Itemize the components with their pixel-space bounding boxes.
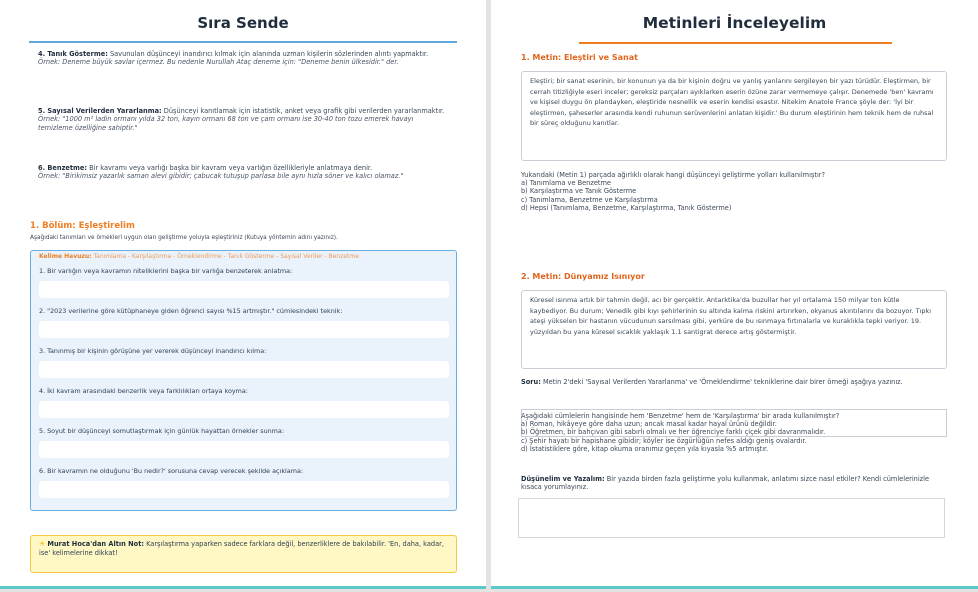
quiz2-option-c[interactable]: c) Şehir hayatı bir hapishane gibidir; köyler ise özgürlüğün nefes aldığı geniş ovalardır. [521, 436, 807, 445]
matching-question-5: 5. Soyut bir düşünceyi somutlaştırmak için günlük hayattan örnekler sunma: [39, 427, 284, 435]
quiz2 [521, 412, 951, 453]
text2-passage: Küresel ısınma artık bir tahmin değil, acı bir gerçektir. Antarktika'da buzullar her yıl ortalama 150 milyar ton kütle kaybediyor. Bu durum; Venedik gibi kıyı şehirlerinin su altında kalma riskini artırırken, okyanus akıntılarını da bozuyor. Tıpkı ateşi yükselen bir hastanın vücudunun sarsılması gibi, yerküre de bu ısınmaya fırtınalarla ve kuraklıkla tepki veriyor. 19. yüzyıldan bu yana küresel sıcaklık yaklaşık 1.1 santigrat derece artış göstermiştir. [521, 290, 947, 369]
quiz1 [521, 171, 951, 212]
title-underline [29, 41, 457, 43]
answer-input-1[interactable] [39, 281, 449, 298]
quiz2-question: Aşağıdaki cümlelerin hangisinde hem 'Benzetme' hem de 'Karşılaştırma' bir arada kullanılmıştır? [521, 412, 840, 420]
definition-text: Düşünceyi kanıtlamak için istatistik, anket veya grafik gibi verilerden yararlanmaktır. [161, 107, 445, 115]
worksheet-page-right [491, 0, 978, 589]
text1-title: 1. Metin: Eleştiri ve Sanat [521, 53, 638, 62]
definition-text: Savunulan düşünceyi inandırıcı kılmak için alanında uzman kişilerin sözlerinden alıntı yapmaktır. [107, 50, 429, 58]
sun-icon: ☀ [39, 540, 46, 548]
worksheet-page-left [0, 0, 486, 589]
page-title: Metinleri İnceleyelim [642, 14, 827, 32]
text2-title: 2. Metin: Dünyamız Isınıyor [521, 272, 645, 281]
title-underline [579, 42, 892, 44]
answer-input-4[interactable] [39, 401, 449, 418]
word-pool-label: Kelime Havuzu: [39, 253, 92, 260]
page-bottom-rule [491, 586, 978, 589]
matching-question-2: 2. "2023 verilerine göre kütüphaneye giden öğrenci sayısı %15 artmıştır." cümlesindeki teknik: [39, 307, 343, 315]
answer-input-6[interactable] [39, 481, 449, 498]
reflection-prompt [521, 475, 941, 492]
quiz2-option-a[interactable]: a) Roman, hikâyeye göre daha uzun; ancak masal kadar hayal ürünü değildir. [521, 420, 777, 429]
question-prompt [521, 378, 941, 386]
definition-example: Örnek: Deneme büyük savlar içermez. Bu nedenle Nurullah Ataç deneme için: "Deneme benin ülkesidir." der. [38, 58, 399, 67]
quiz1-option-b[interactable]: b) Karşılaştırma ve Tanık Gösterme [521, 187, 637, 196]
definition-label: 5. Sayısal Verilerden Yararlanma: [38, 107, 162, 115]
answer-input-5[interactable] [39, 441, 449, 458]
reflection-answer-box[interactable] [518, 498, 945, 538]
matching-question-6: 6. Bir kavramın ne olduğunu 'Bu nedir?' sorusuna cevap verecek şekilde açıklama: [39, 467, 304, 475]
teacher-note [30, 535, 457, 573]
quiz1-option-c[interactable]: c) Tanımlama, Benzetme ve Karşılaştırma [521, 195, 658, 204]
answer-input-2[interactable] [39, 321, 449, 338]
matching-exercise [30, 250, 457, 511]
definition-benzetme [38, 164, 448, 181]
definition-sayisal-veriler [38, 107, 448, 132]
question-label: Soru: [521, 378, 541, 386]
definition-label: 4. Tanık Gösterme: [38, 50, 108, 58]
matching-question-1: 1. Bir varlığın veya kavramın niteliklerini başka bir varlığa benzeterek anlatma: [39, 267, 293, 275]
matching-question-4: 4. İki kavram arasındaki benzerlik veya farklılıkları ortaya koyma: [39, 387, 248, 395]
text1-passage: Eleştiri; bir sanat eserinin, bir konunun ya da bir kişinin doğru ve yanlış yanlarını sergileyen bir yazı türüdür. Eleştirmen, bir cerrah titizliğiyle eseri inceler; gereksiz parçaları ayıklarken eserin özüne zarar vermemeye çalışır. Denemede 'ben' kavramı ve kişisel duygu ön plandayken, eleştiride nesnellik ve eserin kendisi esastır. Nitekim Anatole France şöyle der: 'İyi bir eleştirmen, şaheserler arasında kendi ruhunun serüvenlerini anlatan kişidir.' Bu durum eleştirinin hem teknik hem de ruhsal bir süreç olduğunu kanıtlar. [521, 71, 947, 161]
quiz2-option-b[interactable]: b) Öğretmen, bir bahçıvan gibi sabırlı olmalı ve her öğrenciye farklı çiçek gibi davranmalıdır. [521, 428, 826, 437]
definition-example: Örnek: "Birikimsiz yazarlık saman alevi gibidir; çabucak tutuşup parlasa bile aynı hızla söner ve kalıcı olamaz." [38, 172, 404, 181]
reflection-text: Bir yazıda birden fazla geliştirme yolu kullanmak, anlatımı sizce nasıl etkiler? Kendi cümlelerinizle kısaca yorumlayınız. [521, 475, 930, 492]
reflection-label: Düşünelim ve Yazalım: [521, 475, 605, 483]
quiz1-question: Yukarıdaki (Metin 1) parçada ağırlıklı olarak hangi düşünceyi geliştirme yolları kullanılmıştır? [521, 171, 825, 179]
quiz2-option-d[interactable]: d) İstatistiklere göre, kitap okuma oranımız geçen yıla kıyasla %5 artmıştır. [521, 444, 769, 453]
note-label: Murat Hoca'dan Altın Not: [47, 540, 144, 548]
definition-label: 6. Benzetme: [38, 164, 88, 172]
definition-example: Örnek: "1000 m² ladin ormanı yılda 32 ton, kayın ormanı 68 ton ve çam ormanı ise 30-40 ton tozu emerek havayı temizleme özelliğine sahiptir." [38, 115, 414, 132]
answer-input-3[interactable] [39, 361, 449, 378]
question-text: Metin 2'deki 'Sayısal Verilerden Yararlanma' ve 'Örneklendirme' tekniklerine dair birer örneği aşağıya yazınız. [540, 378, 903, 386]
quiz1-option-d[interactable]: d) Hepsi (Tanımlama, Benzetme, Karşılaştırma, Tanık Gösterme) [521, 203, 732, 212]
word-pool-items: Tanımlama - Karşılaştırma - Örneklendirme - Tanık Gösterme - Sayısal Veriler - Benzetme [91, 253, 359, 260]
note-text: Karşılaştırma yaparken sadece farklara değil, benzerliklere de bakılabilir. 'En, daha, kadar, ise' kelimelerine dikkat! [39, 540, 444, 557]
page-bottom-rule [0, 586, 486, 589]
section-description: Aşağıdaki tanımları ve örnekleri uygun olan geliştirme yoluyla eşleştiriniz (Kutuya yöntemin adını yazınız). [30, 235, 338, 241]
definition-text: Bir kavramı veya varlığı başka bir kavram veya varlığın özellikleriyle anlatmaya denir. [87, 164, 373, 172]
page-title: Sıra Sende [197, 14, 289, 32]
quiz1-option-a[interactable]: a) Tanımlama ve Benzetme [521, 179, 611, 188]
matching-question-3: 3. Tanınmış bir kişinin görüşüne yer vererek düşünceyi inandırıcı kılma: [39, 347, 267, 355]
definition-tanik-gosterme [38, 50, 448, 67]
word-pool [39, 253, 359, 260]
section-title: 1. Bölüm: Eşleştirelim [30, 221, 135, 231]
